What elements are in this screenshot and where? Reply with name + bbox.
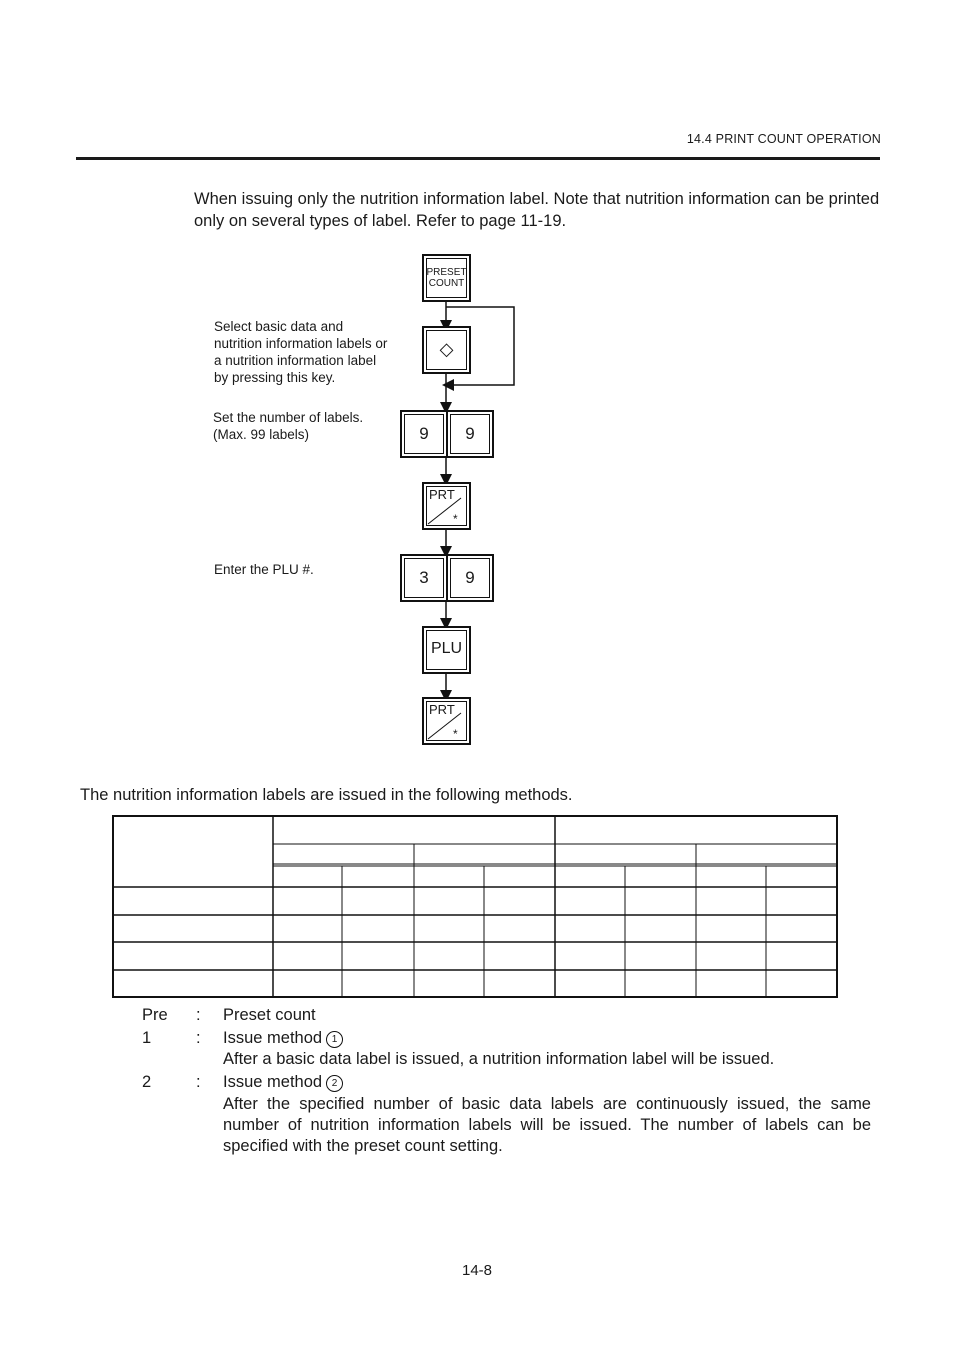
note-select-key: Select basic data and nutrition information labels or a nutrition information label by pressing this key. — [214, 319, 388, 385]
prt-label: PRT — [429, 487, 455, 502]
star-label: * — [453, 512, 458, 526]
slash-icon — [422, 697, 471, 745]
prt-key-1 — [422, 482, 471, 530]
diamond-icon: ◇ — [439, 339, 454, 359]
count-label: COUNT — [428, 278, 465, 289]
intro-paragraph: When issuing only the nutrition information label. Note that nutrition information can be printed only on several types of label. Refer to page 11-19. — [194, 190, 880, 230]
star-label: * — [453, 727, 458, 741]
legend-value: Preset count — [223, 1006, 316, 1024]
legend-value-line — [223, 1028, 871, 1049]
digit-label: 9 — [465, 568, 475, 587]
legend-desc: After a basic data label is issued, a nutrition information label will be issued. — [223, 1050, 775, 1068]
legend-sep: : — [196, 1073, 201, 1091]
digit-key-9a — [400, 410, 448, 458]
digit-key-3 — [400, 554, 448, 602]
preset-label: PRESET — [426, 267, 467, 278]
legend-value: Issue method — [223, 1029, 323, 1047]
digit-label: 3 — [419, 568, 429, 587]
plu-key — [422, 626, 471, 674]
legend-sep: : — [196, 1006, 201, 1024]
plu-label: PLU — [430, 640, 463, 657]
legend-key: 2 — [142, 1073, 152, 1091]
digit-label: 9 — [465, 424, 475, 443]
legend-key: Pre — [142, 1006, 168, 1024]
prt-label: PRT — [429, 702, 455, 717]
legend-desc: After the specified number of basic data labels are continuously issued, the same number of nutrition information labels will be issued. The number of labels can be specified with the preset count setting. — [223, 1095, 871, 1155]
digit-key-9c — [446, 554, 494, 602]
section-header: 14.4 PRINT COUNT OPERATION — [686, 132, 881, 146]
legend-value-line — [223, 1072, 871, 1093]
circled-number-icon: 1 — [326, 1031, 343, 1048]
digit-key-9b — [446, 410, 494, 458]
preset-count-key — [422, 254, 471, 302]
digit-label: 9 — [419, 424, 429, 443]
circled-number-icon: 2 — [326, 1075, 343, 1092]
prt-key-2 — [422, 697, 471, 745]
note-set-labels: Set the number of labels. (Max. 99 labels) — [213, 410, 364, 442]
methods-table — [112, 815, 838, 998]
legend-value: Issue method — [223, 1073, 323, 1091]
legend-sep: : — [196, 1029, 201, 1047]
label-select-key — [422, 326, 471, 374]
page-number: 14-8 — [461, 1262, 493, 1279]
table-intro: The nutrition information labels are issued in the following methods. — [80, 786, 573, 804]
legend-key: 1 — [142, 1029, 152, 1047]
note-enter-plu: Enter the PLU #. — [214, 562, 314, 577]
slash-icon — [422, 482, 471, 530]
